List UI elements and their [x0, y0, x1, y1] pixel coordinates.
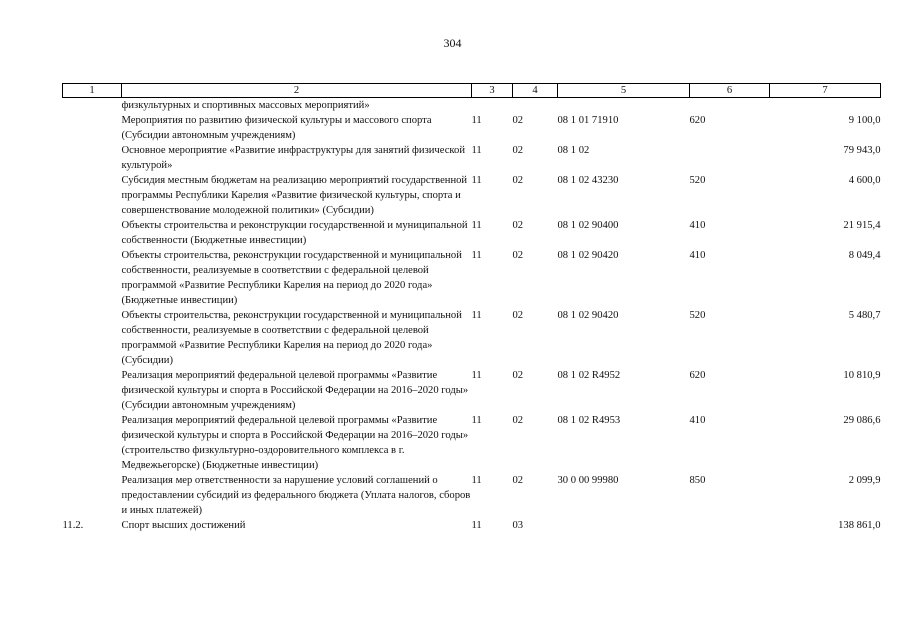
amount: 10 810,9: [843, 370, 881, 381]
table-row: [63, 368, 881, 413]
section-code: 11: [471, 220, 482, 231]
expense-type-code: 520: [689, 310, 706, 321]
row-name: Объекты строительства, реконструкции государственной и муниципальной собственности, реализуемые в соответствии с федеральной целевой программой «Развитие Республики Карелия на период до 2020 года» (Субсидии): [121, 310, 462, 366]
row-name: Мероприятия по развитию физической культуры и массового спорта (Субсидии автономным учреждениям): [121, 115, 432, 141]
subsection-code: 02: [512, 310, 524, 321]
target-article-code: 08 1 02: [557, 145, 590, 156]
amount: 2 099,9: [848, 475, 881, 486]
row-name: Реализация мер ответственности за нарушение условий соглашений о предоставлении субсидий из федерального бюджета (Уплата налогов, сборов и иных платежей): [121, 475, 471, 516]
subsection-code: [513, 98, 558, 114]
subsection-code: 02: [512, 415, 524, 426]
row-name: Основное мероприятие «Развитие инфраструктуры для занятий физической культурой»: [121, 145, 465, 171]
target-article-code: 08 1 02 R4952: [557, 370, 621, 381]
row-number: [63, 308, 122, 368]
column-header-1: 1: [63, 84, 122, 98]
row-number: [63, 473, 122, 518]
subsection-code: 02: [512, 250, 524, 261]
table-row: [63, 173, 881, 218]
row-number: [63, 413, 122, 473]
subsection-code: 02: [512, 145, 524, 156]
row-number: [63, 368, 122, 413]
table-row: [63, 518, 881, 533]
subsection-code: 03: [512, 520, 524, 531]
row-name: Реализация мероприятий федеральной целевой программы «Развитие физической культуры и спорта в Российской Федерации на 2016–2020 годы» (строительство физкультурно-оздоровительного комплекса в г. Медвежьегорске) (Бюджетные инвестиции): [121, 415, 469, 471]
expense-type-code: 410: [689, 415, 706, 426]
subsection-code: 02: [512, 175, 524, 186]
target-article-code: [558, 518, 690, 533]
expense-type-code: 410: [689, 220, 706, 231]
column-header-6: 6: [690, 84, 770, 98]
subsection-code: 02: [512, 475, 524, 486]
table-row: [63, 113, 881, 143]
row-number: [63, 143, 122, 173]
row-name: Объекты строительства и реконструкции государственной и муниципальной собственности (Бюджетные инвестиции): [121, 220, 468, 246]
amount: 138 861,0: [838, 520, 881, 531]
section-code: 11: [471, 145, 482, 156]
table-row: [63, 413, 881, 473]
row-number: [63, 173, 122, 218]
column-header-2: 2: [122, 84, 472, 98]
expense-type-code: 520: [689, 175, 706, 186]
section-code: 11: [471, 250, 482, 261]
row-name: Реализация мероприятий федеральной целевой программы «Развитие физической культуры и спорта в Российской Федерации на 2016–2020 годы» (Субсидии автономным учреждениям): [121, 370, 469, 411]
section-code: 11: [471, 115, 482, 126]
column-header-5: 5: [558, 84, 690, 98]
subsection-code: 02: [512, 220, 524, 231]
table-row: [63, 248, 881, 308]
section-code: 11: [471, 175, 482, 186]
row-number: 11.2.: [62, 520, 84, 531]
table-row: [63, 218, 881, 248]
amount: 9 100,0: [848, 115, 881, 126]
expense-type-code: [690, 143, 770, 173]
row-name: Субсидия местным бюджетам на реализацию мероприятий государственной программы Республики Карелия «Развитие физической культуры, спорта и совершенствование молодежной политики» (Субсидии): [121, 175, 468, 216]
expense-type-code: [690, 518, 770, 533]
section-code: 11: [471, 310, 482, 321]
section-code: 11: [471, 415, 482, 426]
row-name: Объекты строительства, реконструкции государственной и муниципальной собственности, реализуемые в соответствии с федеральной целевой программой «Развитие Республики Карелия на период до 2020 года» (Бюджетные инвестиции): [121, 250, 462, 306]
section-code: [472, 98, 513, 114]
table-row: [63, 98, 881, 114]
expense-type-code: [690, 98, 770, 114]
expense-type-code: 620: [689, 370, 706, 381]
expense-type-code: 850: [689, 475, 706, 486]
table-row: [63, 308, 881, 368]
amount: 4 600,0: [848, 175, 881, 186]
subsection-code: 02: [512, 115, 524, 126]
amount: 5 480,7: [848, 310, 881, 321]
header-row: [63, 84, 881, 98]
row-name: Спорт высших достижений: [121, 520, 246, 531]
column-header-3: 3: [472, 84, 513, 98]
target-article-code: 08 1 02 90420: [557, 250, 619, 261]
target-article-code: 30 0 00 99980: [557, 475, 619, 486]
table-row: [63, 473, 881, 518]
target-article-code: 08 1 01 71910: [557, 115, 619, 126]
row-number: [63, 218, 122, 248]
amount: [770, 98, 881, 114]
target-article-code: 08 1 02 90400: [557, 220, 619, 231]
column-header-4: 4: [513, 84, 558, 98]
target-article-code: 08 1 02 R4953: [557, 415, 621, 426]
table-row: [63, 143, 881, 173]
row-name: физкультурных и спортивных массовых мероприятий»: [121, 100, 370, 111]
section-code: 11: [471, 520, 482, 531]
column-header-7: 7: [770, 84, 881, 98]
amount: 29 086,6: [843, 415, 881, 426]
page-number: 304: [443, 36, 462, 50]
target-article-code: 08 1 02 43230: [557, 175, 619, 186]
expense-type-code: 410: [689, 250, 706, 261]
amount: 8 049,4: [848, 250, 881, 261]
row-number: [63, 98, 122, 114]
section-code: 11: [471, 370, 482, 381]
row-number: [63, 248, 122, 308]
amount: 21 915,4: [843, 220, 881, 231]
target-article-code: [558, 98, 690, 114]
section-code: 11: [471, 475, 482, 486]
budget-table: [62, 83, 881, 533]
row-number: [63, 113, 122, 143]
expense-type-code: 620: [689, 115, 706, 126]
subsection-code: 02: [512, 370, 524, 381]
target-article-code: 08 1 02 90420: [557, 310, 619, 321]
amount: 79 943,0: [843, 145, 881, 156]
